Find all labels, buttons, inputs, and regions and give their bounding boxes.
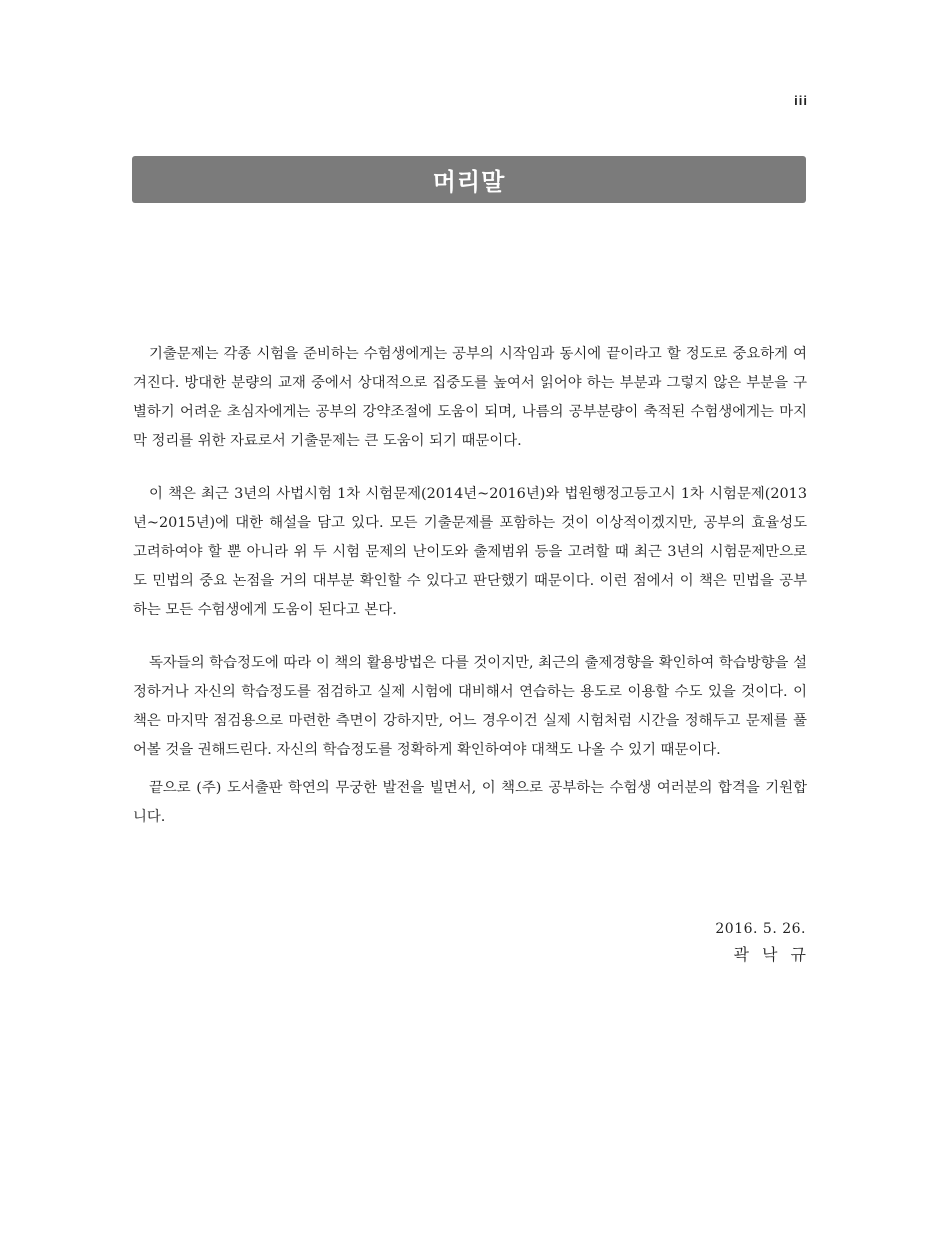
preface-paragraph-2: 이 책은 최근 3년의 사법시험 1차 시험문제(2014년~2016년)와 법원행정고등고시 1차 시험문제(2013년~2015년)에 대한 해설을 담고 있다. 모든 기출문제를 포함하는 것이 이상적이겠지만, 공부의 효율성도 고려하여야 할 뿐 아니라 위 두 시험 문제의 난이도와 출제범위 등을 고려할 때 최근 3년의 시험문제만으로도 민법의 중요 논점을 거의 대부분 확인할 수 있다고 판단했기 때문이다. 이런 점에서 이 책은 민법을 공부하는 모든 수험생에게 도움이 된다고 본다.: [133, 486, 807, 618]
closing-block: [715, 918, 810, 970]
author-name: 곽 낙 규: [733, 945, 810, 964]
preface-body: [133, 340, 807, 832]
preface-paragraph-1: 기출문제는 각종 시험을 준비하는 수험생에게는 공부의 시작임과 동시에 끝이라고 할 정도로 중요하게 여겨진다. 방대한 분량의 교재 중에서 상대적으로 집중도를 높여서 읽어야 하는 부분과 그렇지 않은 부분을 구별하기 어려운 초심자에게는 공부의 강약조절에 도움이 되며, 나름의 공부분량이 축적된 수험생에게는 마지막 정리를 위한 자료로서 기출문제는 큰 도움이 되기 때문이다.: [133, 346, 807, 449]
page-title: 머리말: [432, 168, 506, 196]
preface-paragraph-3: 독자들의 학습정도에 따라 이 책의 활용방법은 다를 것이지만, 최근의 출제경향을 확인하여 학습방향을 설정하거나 자신의 학습정도를 점검하고 실제 시험에 대비해서 연습하는 용도로 이용할 수도 있을 것이다. 이 책은 마지막 점검용으로 마련한 측면이 강하지만, 어느 경우이건 실제 시험처럼 시간을 정해두고 문제를 풀어볼 것을 권해드린다. 자신의 학습정도를 정확하게 확인하여야 대책도 나올 수 있기 때문이다.: [133, 655, 807, 758]
closing-date: 2016. 5. 26.: [715, 921, 806, 937]
page-number: iii: [794, 93, 808, 108]
preface-paragraph-4: 끝으로 (주) 도서출판 학연의 무궁한 발전을 빌면서, 이 책으로 공부하는 수험생 여러분의 합격을 기원합니다.: [133, 780, 807, 825]
title-banner: [132, 156, 806, 203]
